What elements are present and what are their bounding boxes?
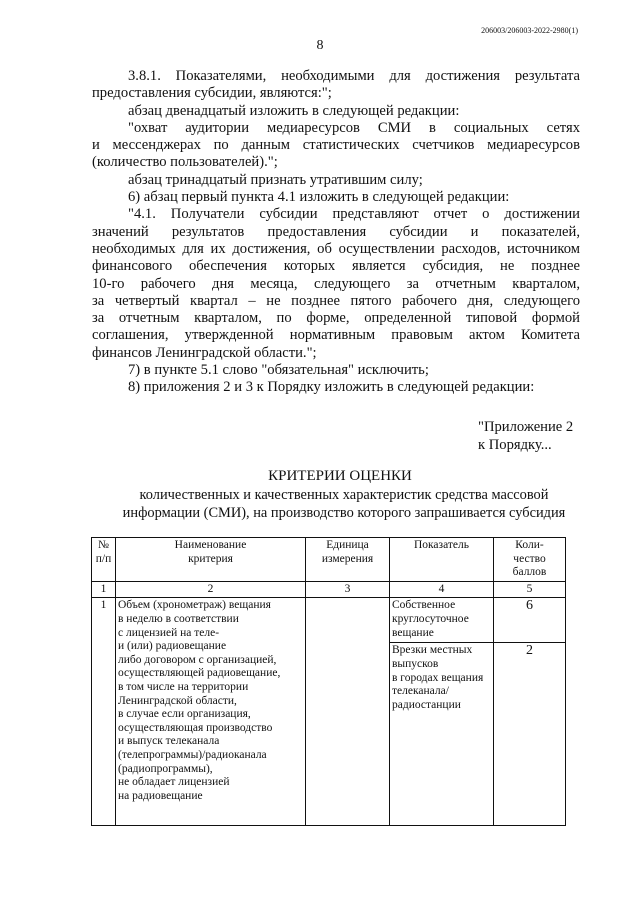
column-header: № п/п (92, 538, 116, 582)
section-title: КРИТЕРИИ ОЦЕНКИ (268, 468, 412, 484)
paragraph-line: абзац двенадцатый изложить в следующей редакции: (128, 102, 460, 119)
column-number: 3 (306, 581, 390, 598)
paragraph-line: 6) абзац первый пункта 4.1 изложить в следующей редакции: (128, 189, 510, 206)
paragraph-line: финансового обеспечения которых является субсидия, не позднее (92, 258, 580, 275)
unit-cell (306, 598, 390, 826)
paragraph-line: значений результатов предоставления субсидии и показателей, (92, 223, 580, 240)
paragraph-line: предоставления субсидии, являются:"; (92, 85, 332, 102)
paragraph-line: за отчетным кварталом, по форме, определенной типовой формой (92, 310, 580, 327)
indicator-score: 2 (494, 643, 566, 826)
column-header: Показатель (390, 538, 494, 582)
paragraph-line: 3.8.1. Показателями, необходимыми для достижения результата (128, 68, 580, 84)
page-number: 8 (316, 38, 324, 53)
section-subtitle: информации (СМИ), на производство которого запрашивается субсидия (122, 505, 566, 521)
column-header: Наименование критерия (116, 538, 306, 582)
paragraph-line: соглашения, утвержденной нормативным правовым актом Комитета (92, 327, 580, 344)
section-subtitle: количественных и качественных характеристик средства массовой (139, 487, 549, 503)
paragraph-line: 10-го рабочего дня месяца, следующего за отчетным кварталом, (92, 275, 580, 292)
paragraph-line: "4.1. Получатели субсидии представляют отчет о достижении (128, 206, 580, 223)
body-text (92, 68, 580, 397)
appendix-ref-line: "Приложение 2 (478, 419, 574, 435)
column-header: Коли- чество баллов (494, 538, 566, 582)
paragraph-line: за четвертый квартал – не позднее пятого рабочего дня, следующего (92, 292, 580, 309)
indicator-text: Собственное круглосуточное вещание (390, 598, 494, 643)
paragraph-line: абзац тринадцатый признать утратившим силу; (128, 171, 423, 188)
paragraph-line: "охват аудитории медиаресурсов СМИ в социальных сетях (128, 119, 580, 136)
table-header-row (92, 538, 566, 582)
paragraph-line: (количество пользователей)."; (92, 154, 278, 171)
column-number: 4 (390, 581, 494, 598)
paragraph-line: необходимых для их достижения, об осуществлении расходов, источником (92, 240, 580, 257)
appendix-ref-line: к Порядку... (478, 437, 552, 453)
row-number: 1 (92, 598, 116, 826)
column-number: 5 (494, 581, 566, 598)
column-number-row (92, 581, 566, 598)
criterion-name: Объем (хронометраж) вещания в неделю в соответствии с лицензией на теле- и (или) радиовещание либо договором с организацией, осуществляющей радиовещание, в том числе на территории Ленинградской области, в случае если организация, осуществляющая производство и выпуск телеканала (телепрограммы)/радиоканала (радиопрограммы), не обладает лицензией на радиовещание (116, 598, 306, 826)
table-row (92, 598, 566, 643)
column-number: 1 (92, 581, 116, 598)
paragraph-line: 8) приложения 2 и 3 к Порядку изложить в следующей редакции: (128, 379, 535, 396)
paragraph-line: финансов Ленинградской области."; (92, 344, 317, 361)
indicator-text: Врезки местных выпусков в городах вещания телеканала/ радиостанции (390, 643, 494, 826)
document-id: 206003/206003-2022-2980(1) (481, 26, 578, 35)
column-number: 2 (116, 581, 306, 598)
criteria-table (91, 537, 566, 826)
paragraph-line: и мессенджерах по данным статистических счетчиков медиаресурсов (92, 137, 580, 154)
column-header: Единица измерения (306, 538, 390, 582)
indicator-score: 6 (494, 598, 566, 643)
paragraph-line: 7) в пункте 5.1 слово "обязательная" исключить; (128, 362, 429, 379)
